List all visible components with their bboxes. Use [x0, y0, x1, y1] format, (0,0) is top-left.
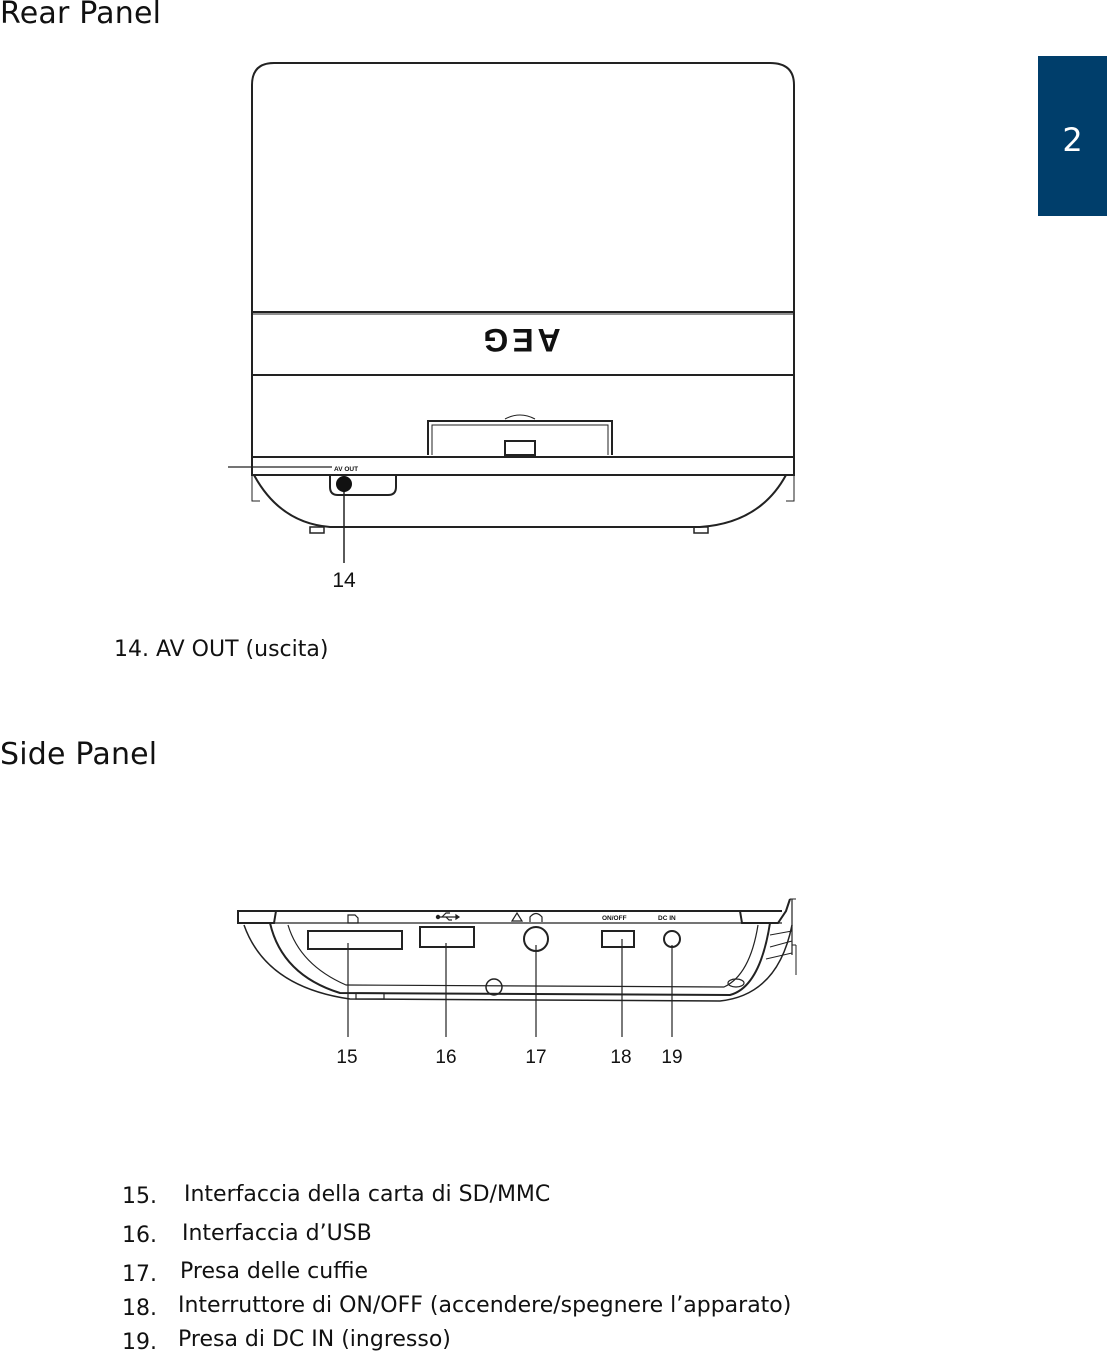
side-panel-diagram: [230, 895, 805, 1075]
legend-text: Presa delle cuffie: [180, 1259, 369, 1284]
page-number: 2: [1062, 121, 1083, 159]
callout-15: 15: [336, 1047, 358, 1068]
legend-number: 19.: [122, 1330, 157, 1355]
callout-18: 18: [610, 1047, 632, 1068]
page-number-tab: [1038, 56, 1107, 216]
callout-14: 14: [332, 569, 356, 592]
legend-text: Interfaccia della carta di SD/MMC: [184, 1182, 551, 1207]
dc-in-jack: [664, 931, 680, 947]
callout-17: 17: [525, 1047, 547, 1068]
rear-panel-diagram: [220, 55, 810, 600]
legend-text: Presa di DC IN (ingresso): [178, 1327, 451, 1352]
callout-16: 16: [435, 1047, 457, 1068]
headphones-icon: [512, 913, 542, 922]
sd-card-icon: [348, 915, 358, 923]
legend-text: AV OUT (uscita): [156, 637, 329, 662]
usb-port: [420, 927, 474, 947]
legend-number: 17.: [122, 1262, 157, 1287]
av-out-port-label: AV OUT: [334, 466, 359, 473]
av-out-jack: [336, 476, 352, 492]
side-legend: [0, 1180, 900, 1356]
legend-number: 14.: [114, 637, 149, 662]
on-off-switch: [602, 931, 634, 947]
rear-panel-heading: Rear Panel: [0, 0, 162, 31]
legend-text: Interfaccia d’USB: [182, 1221, 372, 1246]
callout-19: 19: [661, 1047, 683, 1068]
on-off-port-label: ON/OFF: [602, 915, 627, 922]
legend-number: 15.: [122, 1184, 157, 1209]
legend-text: Interruttore di ON/OFF (accendere/spegnere l’apparato): [178, 1293, 792, 1318]
rear-legend-item-14: [114, 637, 328, 662]
sd-mmc-slot: [308, 931, 402, 949]
device-logo: AEG: [479, 322, 561, 358]
dc-in-port-label: DC IN: [658, 915, 676, 922]
legend-number: 18.: [122, 1296, 157, 1321]
side-panel-heading: Side Panel: [0, 737, 158, 772]
legend-number: 16.: [122, 1223, 157, 1248]
usb-icon: [436, 913, 459, 920]
